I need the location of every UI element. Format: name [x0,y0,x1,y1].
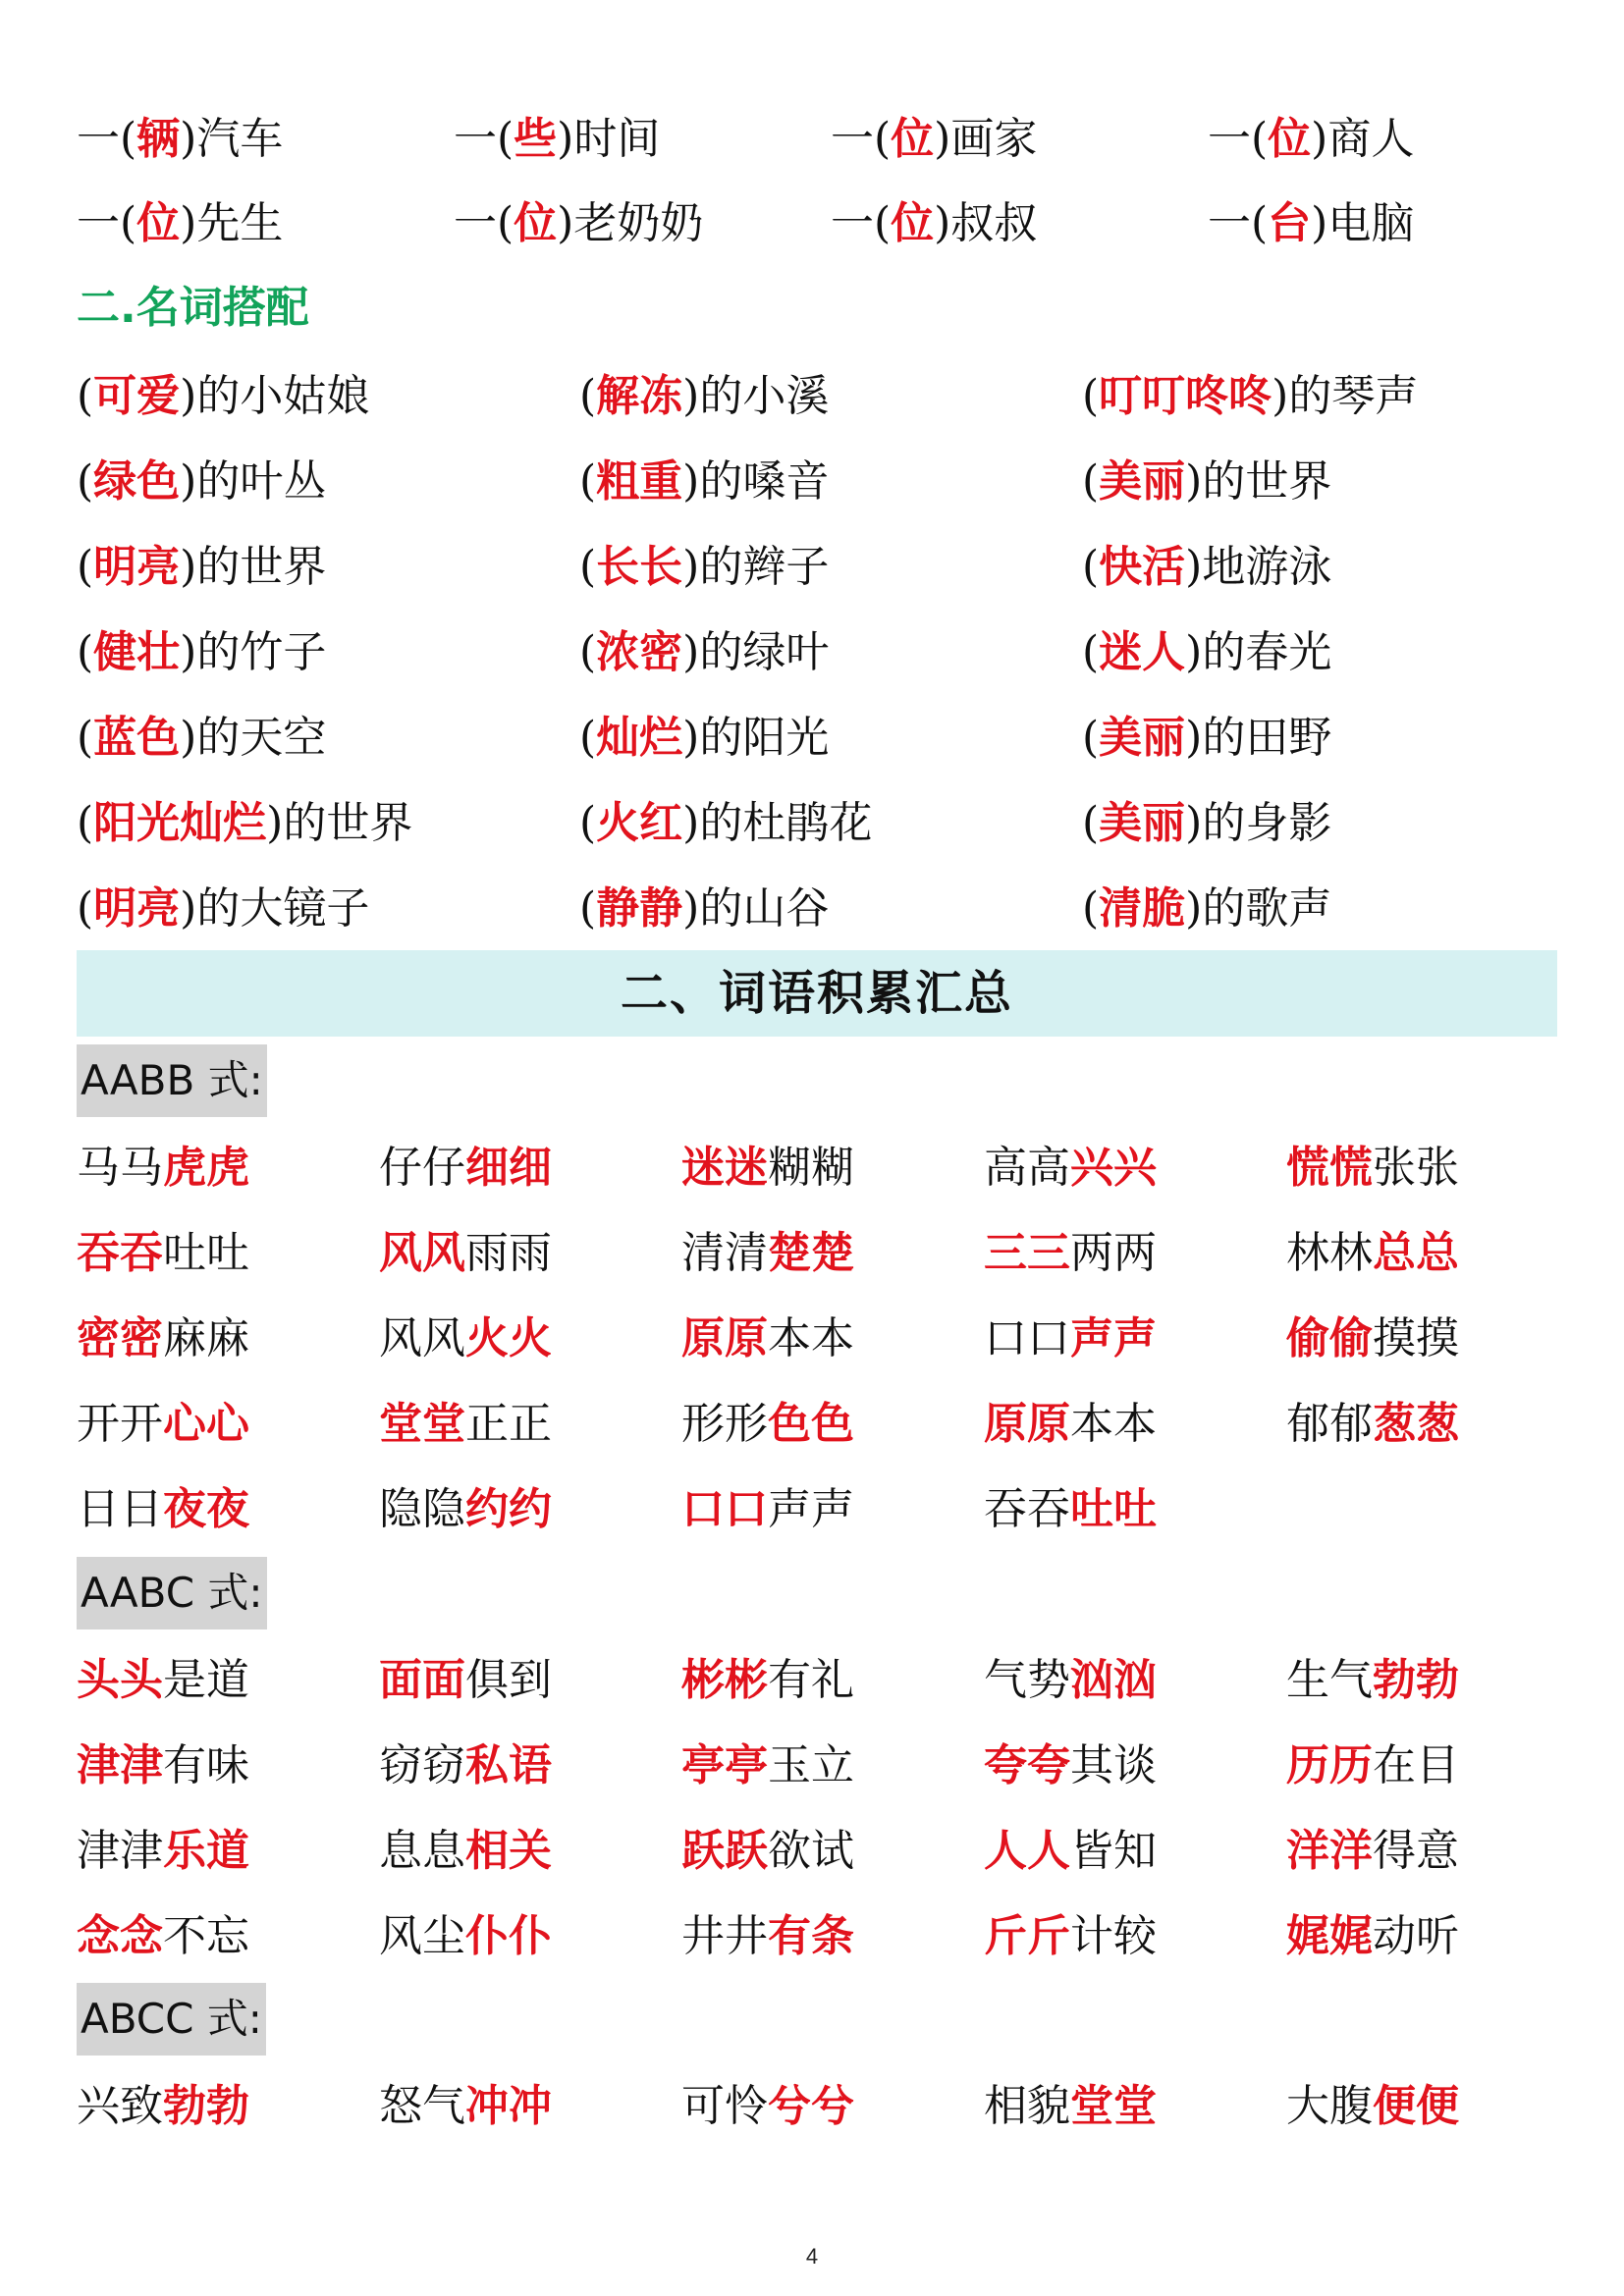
aabb-row [0,1139,1624,1198]
word-item: 开开心心 [77,1399,249,1449]
noun-pair-item: (阳光灿烂)的世界 [77,798,413,848]
word-item: 津津有味 [77,1740,249,1790]
noun-pair-item: (明亮)的世界 [77,542,327,592]
word-item: 三三两两 [984,1228,1157,1278]
word-item: 气势汹汹 [984,1655,1157,1705]
noun-pair-item: (火红)的杜鹃花 [579,798,873,848]
noun-pair-row [0,453,1624,511]
noun-pair-item: (美丽)的世界 [1082,456,1332,507]
measure-word-item: 一(台)电脑 [1208,198,1415,248]
word-item: 津津乐道 [77,1826,249,1876]
word-item: 念念不忘 [77,1911,249,1961]
word-item: 息息相关 [379,1826,552,1876]
word-item: 大腹便便 [1286,2081,1459,2131]
word-item: 娓娓动听 [1286,1911,1459,1961]
word-item: 洋洋得意 [1286,1826,1459,1876]
noun-pairing-heading: 二.名词搭配 [77,283,309,333]
word-item: 口口声声 [984,1313,1157,1363]
noun-pair-item: (浓密)的绿叶 [579,627,830,677]
abcc-label: ABCC 式: [77,1983,266,2056]
word-item: 跃跃欲试 [681,1826,854,1876]
word-item: 原原本本 [681,1313,854,1363]
word-item: 林林总总 [1286,1228,1459,1278]
aabb-row [0,1480,1624,1539]
noun-pair-item: (快活)地游泳 [1082,542,1332,592]
word-item: 迷迷糊糊 [681,1143,854,1193]
section-banner [77,950,1557,1037]
word-item: 郁郁葱葱 [1286,1399,1459,1449]
word-item: 原原本本 [984,1399,1157,1449]
word-item: 形形色色 [681,1399,854,1449]
measure-word-item: 一(位)叔叔 [831,198,1038,248]
measure-word-item: 一(位)商人 [1208,114,1415,164]
word-item: 井井有条 [681,1911,854,1961]
word-item: 人人皆知 [984,1826,1157,1876]
noun-pair-row [0,709,1624,768]
noun-pair-row [0,880,1624,938]
noun-pair-row [0,538,1624,597]
abcc-row [0,2077,1624,2136]
measure-word-row [0,110,1624,169]
noun-pair-item: (可爱)的小姑娘 [77,371,370,421]
measure-word-item: 一(些)时间 [454,114,661,164]
word-item: 夸夸其谈 [984,1740,1157,1790]
measure-word-row [0,194,1624,253]
word-item: 仔仔细细 [379,1143,552,1193]
word-item: 亭亭玉立 [681,1740,854,1790]
noun-pair-row [0,623,1624,682]
aabb-row [0,1309,1624,1368]
noun-pair-item: (美丽)的身影 [1082,798,1332,848]
aabc-label: AABC 式: [77,1557,267,1629]
word-item: 日日夜夜 [77,1484,249,1534]
word-item: 高高兴兴 [984,1143,1157,1193]
section-banner-title: 二、词语积累汇总 [620,966,1013,1021]
word-item: 风风火火 [379,1313,552,1363]
measure-word-item: 一(辆)汽车 [77,114,284,164]
word-item: 兴致勃勃 [77,2081,249,2131]
word-item: 相貌堂堂 [984,2081,1157,2131]
word-item: 面面俱到 [379,1655,552,1705]
word-item: 吞吞吐吐 [77,1228,249,1278]
aabc-row [0,1822,1624,1881]
noun-pair-item: (静静)的山谷 [579,883,830,934]
word-item: 历历在目 [1286,1740,1459,1790]
noun-pair-item: (清脆)的歌声 [1082,883,1332,934]
measure-word-item: 一(位)老奶奶 [454,198,704,248]
word-item: 风尘仆仆 [379,1911,552,1961]
word-item: 口口声声 [681,1484,854,1534]
word-item: 彬彬有礼 [681,1655,854,1705]
noun-pair-item: (解冻)的小溪 [579,371,830,421]
word-item: 生气勃勃 [1286,1655,1459,1705]
aabc-row [0,1736,1624,1795]
noun-pair-item: (灿烂)的阳光 [579,713,830,763]
word-item: 窃窃私语 [379,1740,552,1790]
aabc-row [0,1651,1624,1710]
aabb-row [0,1224,1624,1283]
word-item: 密密麻麻 [77,1313,249,1363]
noun-pair-row [0,367,1624,426]
noun-pair-item: (粗重)的嗓音 [579,456,830,507]
measure-word-item: 一(位)画家 [831,114,1038,164]
noun-pair-item: (迷人)的春光 [1082,627,1332,677]
word-item: 斤斤计较 [984,1911,1157,1961]
noun-pair-item: (长长)的辫子 [579,542,830,592]
word-item: 吞吞吐吐 [984,1484,1157,1534]
noun-pair-item: (明亮)的大镜子 [77,883,370,934]
word-item: 马马虎虎 [77,1143,249,1193]
word-item: 隐隐约约 [379,1484,552,1534]
noun-pair-item: (美丽)的田野 [1082,713,1332,763]
noun-pair-row [0,794,1624,853]
word-item: 可怜兮兮 [681,2081,854,2131]
noun-pair-item: (蓝色)的天空 [77,713,327,763]
measure-word-item: 一(位)先生 [77,198,284,248]
page-number: 4 [805,2244,819,2269]
word-item: 头头是道 [77,1655,249,1705]
word-item: 清清楚楚 [681,1228,854,1278]
noun-pair-item: (绿色)的叶丛 [77,456,327,507]
word-item: 堂堂正正 [379,1399,552,1449]
aabb-row [0,1395,1624,1454]
word-item: 慌慌张张 [1286,1143,1459,1193]
noun-pair-item: (健壮)的竹子 [77,627,327,677]
aabc-row [0,1907,1624,1966]
noun-pair-item: (叮叮咚咚)的琴声 [1082,371,1419,421]
aabb-label: AABB 式: [77,1044,267,1117]
word-item: 怒气冲冲 [379,2081,552,2131]
word-item: 风风雨雨 [379,1228,552,1278]
word-item: 偷偷摸摸 [1286,1313,1459,1363]
